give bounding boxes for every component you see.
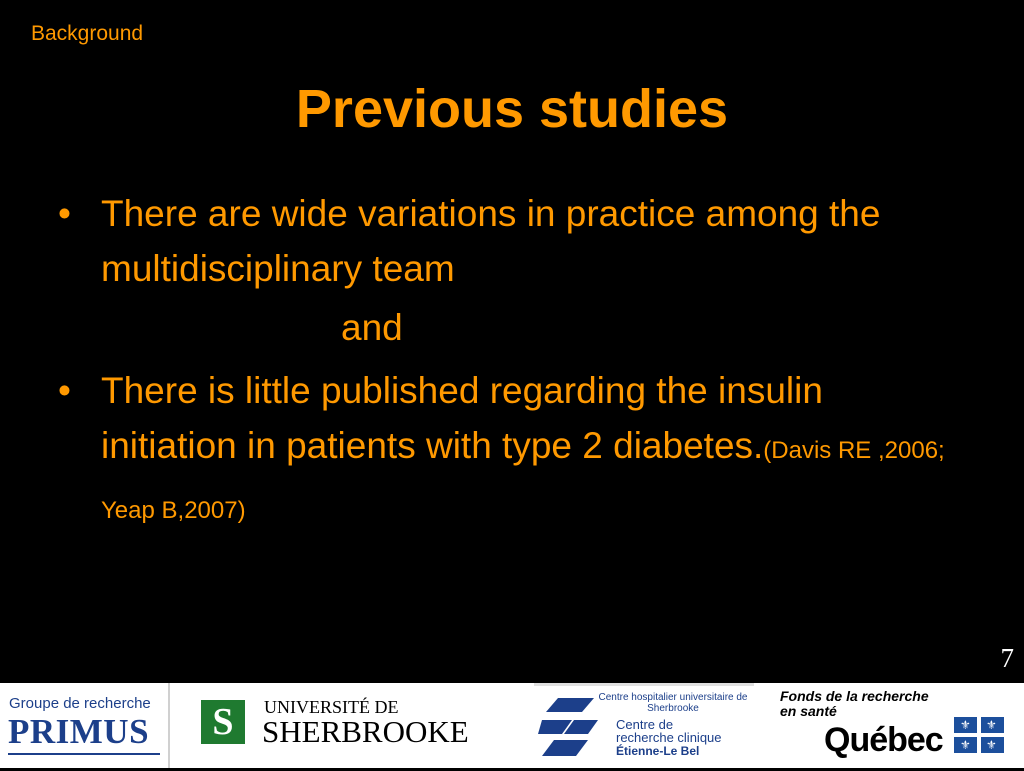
logo-bar	[0, 683, 1024, 768]
section-label: Background	[31, 22, 144, 45]
page-number: 7	[1000, 643, 1014, 673]
udes-line1: UNIVERSITÉ DE	[264, 697, 399, 717]
primus-logo	[0, 683, 170, 768]
chus-line3-text: recherche clinique	[616, 730, 722, 745]
primus-line1: Groupe de recherche	[9, 695, 151, 712]
primus-underline	[8, 753, 160, 755]
chus-line1: Centre hospitalier universitaire de Sherbrooke	[598, 692, 748, 714]
citation: (Davis RE ,2006; Yeap B,2007)	[101, 437, 945, 524]
frsq-line1: Fonds de la recherche	[780, 688, 929, 704]
quebec-flag-icon: ⚜ ⚜ ⚜ ⚜	[954, 717, 1004, 753]
connector-text: and	[341, 307, 403, 348]
bullet-item	[58, 363, 958, 538]
frsq-logo	[778, 683, 1024, 768]
bullet-text: There are wide variations in practice among the multidisciplinary team	[101, 193, 881, 289]
chus-line2	[616, 718, 722, 744]
chus-line4: Étienne-Le Bel	[616, 744, 700, 758]
udes-logo	[200, 683, 500, 768]
bullet-list	[58, 186, 958, 538]
frsq-line2: en santé	[780, 703, 837, 719]
chus-line2-text: Centre de	[616, 717, 674, 732]
quebec-wordmark: Québec	[824, 721, 943, 759]
udes-badge-icon: S	[201, 700, 245, 744]
primus-line2: PRIMUS	[8, 712, 150, 751]
bullet-marker: •	[58, 370, 71, 411]
chus-logo	[534, 683, 754, 771]
udes-line2: SHERBROOKE	[262, 714, 469, 749]
bullet-text: There is little published regarding the insulin initiation in patients with type 2 diabetes.	[101, 370, 823, 466]
slide-title: Previous studies	[295, 79, 729, 139]
bullet-item	[58, 186, 958, 296]
frsq-name	[780, 689, 929, 719]
bullet-marker: •	[58, 193, 71, 234]
